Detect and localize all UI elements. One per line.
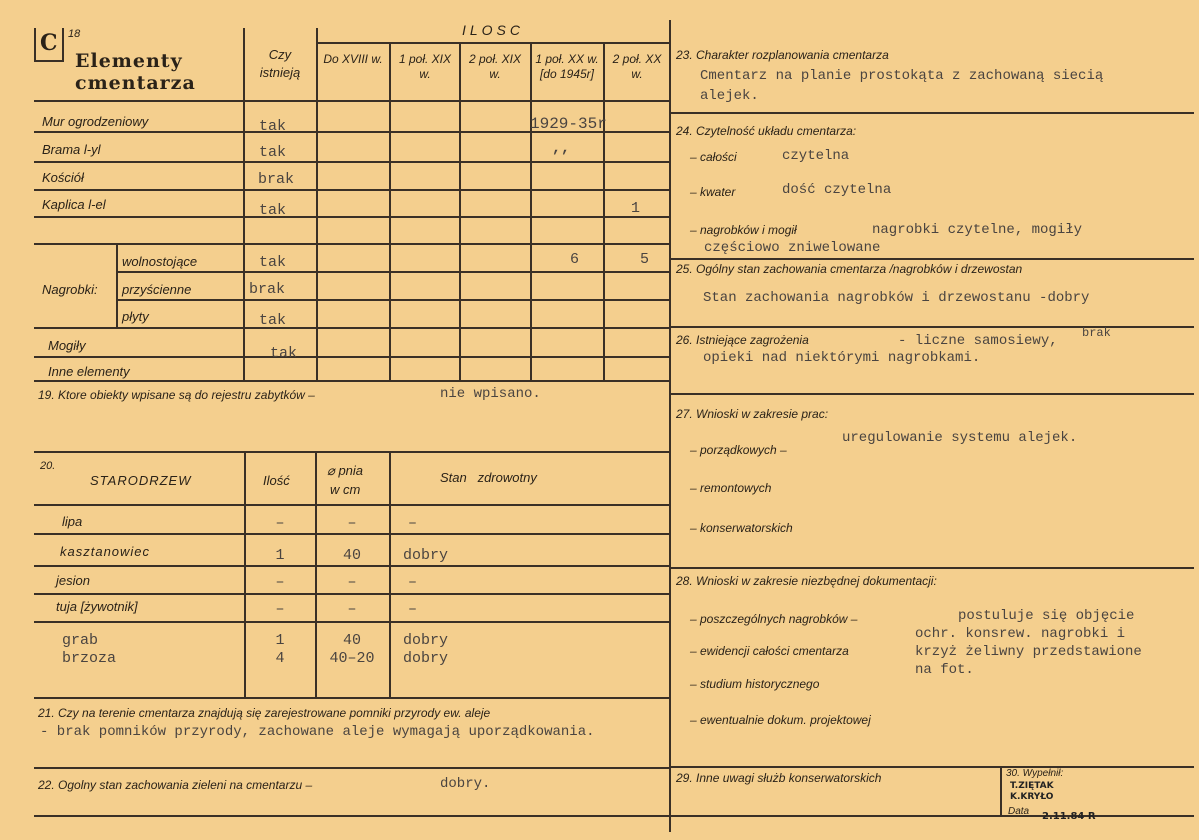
tree-pien-kasztanowiec: 40 — [342, 547, 361, 564]
starodrzew-title: STARODRZEW — [90, 473, 192, 488]
nagrobki-count-2polxx: 5 — [640, 251, 650, 268]
q26-label: 26. Istniejące zagrożenia — [676, 333, 809, 347]
nagrobki-group-label: Nagrobki: — [42, 282, 98, 297]
q26-answer-1: - liczne samosiewy, — [898, 333, 1058, 349]
q21-label: 21. Czy na terenie cmentarza znajdują się zarejestrowane pomniki przyrody ew. aleje — [38, 706, 491, 720]
q30-label: 30. Wypełnił: — [1006, 768, 1064, 779]
q24-kwater-value: dość czytelna — [782, 182, 892, 198]
tree-name-lipa: lipa — [62, 514, 83, 529]
title-line-1: Elementy — [75, 50, 183, 72]
nagrobki-label-wolnostojace: wolnostojące — [122, 254, 198, 269]
q28-answer-4: na fot. — [915, 662, 974, 678]
q27-porzadkowych: – porządkowych – — [690, 443, 787, 457]
nagrobki-label-plyty: płyty — [122, 309, 149, 324]
mogily-label: Mogiły — [48, 338, 86, 353]
element-label-kosciol: Kościół — [42, 170, 84, 185]
element-value-kaplica: tak — [259, 202, 287, 219]
q27-porzadkowych-value: uregulowanie systemu alejek. — [842, 430, 1078, 446]
q29-label: 29. Inne uwagi służb konserwatorskich — [676, 771, 882, 785]
col-ilosc: ILOSC — [461, 22, 524, 38]
tree-stan-grab: dobry — [403, 632, 449, 649]
starodrzew-num: 20. — [40, 460, 56, 472]
section-number: 18 — [68, 28, 81, 40]
q24-calosci-value: czytelna — [782, 148, 850, 164]
q19-label: 19. Ktore obiekty wpisane są do rejestru zabytków – — [38, 388, 315, 402]
q24-label: 24. Czytelność układu cmentarza: — [676, 124, 857, 138]
period-1pol-xix: 1 poł. XIX w. — [398, 52, 452, 81]
q19-answer: nie wpisano. — [440, 386, 541, 402]
tree-name-brzoza: brzoza — [62, 650, 117, 667]
tree-stan-tuja: – — [408, 601, 418, 618]
q27-label: 27. Wnioski w zakresie prac: — [676, 407, 829, 421]
inne-elementy-label: Inne elementy — [48, 364, 130, 379]
q24-nagrobkow-label: – nagrobków i mogił — [690, 223, 797, 237]
tree-stan-brzoza: dobry — [403, 650, 449, 667]
q28-answer-3: krzyż żeliwny przedstawione — [915, 644, 1142, 660]
tree-pien-grab: 40 — [342, 632, 361, 649]
mogily-value: tak — [270, 345, 298, 362]
tree-name-jesion: jesion — [56, 573, 90, 588]
nagrobki-value-plyty: tak — [259, 312, 287, 329]
nagrobki-label-przyscienne: przyścienne — [122, 282, 192, 297]
tree-name-kasztanowiec: kasztanowiec — [60, 544, 151, 559]
q27-konserwatorskich: – konserwatorskich — [690, 521, 793, 535]
tree-ilosc-lipa: – — [275, 515, 285, 532]
starodrzew-col-ilosc: Ilość — [263, 473, 290, 488]
q23-answer-1: Cmentarz na planie prostokąta z zachowaną siecią — [700, 68, 1104, 84]
element-label-brama: Brama l-yl — [42, 142, 101, 157]
q27-remontowych: – remontowych — [690, 481, 772, 495]
tree-ilosc-kasztanowiec: 1 — [275, 547, 285, 564]
q25-answer: Stan zachowania nagrobków i drzewostanu -dobry — [703, 290, 1090, 306]
tree-ilosc-brzoza: 4 — [275, 650, 285, 667]
tree-ilosc-grab: 1 — [275, 632, 285, 649]
element-count-kaplica: 1 — [631, 200, 641, 217]
q28-item-ewidencji: – ewidencji całości cmentarza — [690, 644, 849, 658]
q21-answer: - brak pomników przyrody, zachowane aleje wymagają uporządkowania. — [40, 724, 595, 740]
section-letter: C — [40, 30, 58, 56]
tree-stan-kasztanowiec: dobry — [403, 547, 449, 564]
q28-item-nagrobkow: – poszczególnych nagrobków – — [690, 612, 858, 626]
period-xviii: Do XVIII w. — [323, 52, 383, 66]
q28-item-projektowej: – ewentualnie dokum. projektowej — [690, 713, 871, 727]
col-czy-istnieja: Czy istnieją — [259, 47, 301, 80]
tree-ilosc-tuja: – — [275, 601, 285, 618]
element-label-kaplica: Kaplica l-el — [42, 197, 106, 212]
tree-pien-brzoza: 40–20 — [329, 650, 375, 667]
q30-date: 2.11.84 R — [1042, 811, 1096, 822]
title-line-2: cmentarza — [75, 72, 196, 94]
nagrobki-value-wolnostojace: tak — [259, 254, 287, 271]
q24-nagrobkow-value: nagrobki czytelne, mogiły — [872, 222, 1083, 238]
q22-answer: dobry. — [440, 776, 491, 792]
tree-stan-jesion: – — [408, 574, 418, 591]
tree-stan-lipa: – — [408, 515, 418, 532]
tree-pien-tuja: – — [347, 601, 357, 618]
element-value-kosciol: brak — [258, 171, 295, 188]
q24-nagrobkow-value-2: częściowo zniwelowane — [704, 240, 881, 256]
starodrzew-col-pien-2: w cm — [330, 482, 361, 497]
tree-name-tuja: tuja [żywotnik] — [56, 599, 138, 614]
element-value-brama: tak — [259, 144, 287, 161]
starodrzew-col-pien-1: ⌀ pnia — [327, 463, 364, 478]
period-2pol-xix: 2 poł. XIX w. — [468, 52, 522, 81]
q24-kwater-label: – kwater — [690, 185, 736, 199]
element-label-mur: Mur ogrodzeniowy — [42, 114, 149, 129]
q23-label: 23. Charakter rozplanowania cmentarza — [676, 48, 889, 62]
q28-item-studium: – studium historycznego — [690, 677, 820, 691]
element-period-brama: ,, — [552, 140, 571, 157]
q30-name-1: T.ZIĘTAK — [1010, 781, 1054, 791]
q28-answer-2: ochr. konsrew. nagrobki i — [915, 626, 1126, 642]
q23-answer-2: alejek. — [700, 88, 759, 104]
tree-pien-jesion: – — [347, 574, 357, 591]
nagrobki-value-przyscienne: brak — [249, 281, 286, 298]
tree-name-grab: grab — [62, 632, 99, 649]
tree-ilosc-jesion: – — [275, 574, 285, 591]
nagrobki-count-1polxx: 6 — [570, 251, 580, 268]
q24-calosci-label: – całości — [690, 150, 737, 164]
q30-date-label: Data — [1008, 806, 1030, 817]
element-period-mur: 1929-35r — [530, 115, 607, 133]
q28-answer-1: postuluje się objęcie — [958, 608, 1135, 624]
period-1pol-xx: 1 poł. XX w. [do 1945r] — [535, 52, 599, 81]
starodrzew-col-stan: Stan zdrowotny — [440, 470, 537, 485]
q28-label: 28. Wnioski w zakresie niezbędnej dokumentacji: — [676, 574, 937, 588]
q25-label: 25. Ogólny stan zachowania cmentarza /nagrobków i drzewostan — [676, 262, 1023, 276]
tree-pien-lipa: – — [347, 515, 357, 532]
element-value-mur: tak — [259, 118, 287, 135]
q22-label: 22. Ogolny stan zachowania zieleni na cmentarzu – — [38, 778, 313, 792]
q26-answer-2: opieki nad niektórymi nagrobkami. — [703, 350, 981, 366]
q26-answer-brak: brak — [1082, 326, 1111, 340]
period-2pol-xx: 2 poł. XX w. — [612, 52, 662, 81]
q30-name-2: K.KRYŁO — [1010, 792, 1054, 802]
